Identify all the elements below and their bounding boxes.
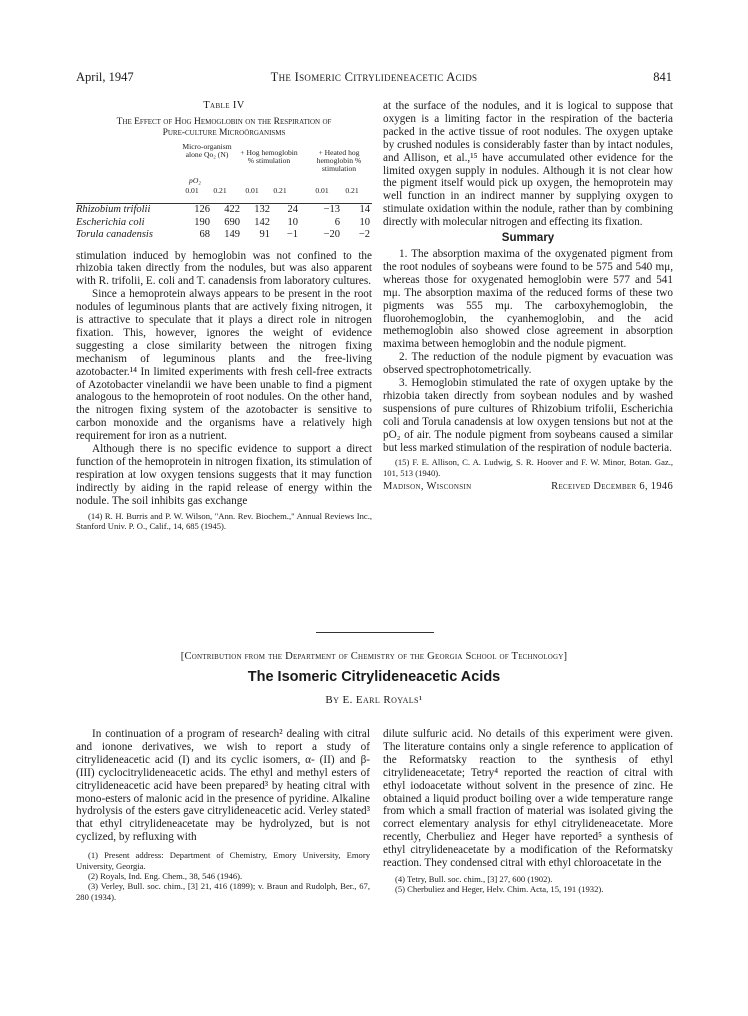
table-cell: −13 [323, 204, 340, 215]
footnote-5: (5) Cherbuliez and Heger, Helv. Chim. Acta, 15, 191 (1932). [395, 884, 604, 895]
table-sub: 0.01 [245, 186, 259, 195]
table-cell: 132 [254, 204, 270, 215]
table-cell: 6 [334, 216, 340, 228]
table-cell: 91 [259, 229, 270, 240]
footnotes [76, 511, 372, 532]
table-title [76, 117, 372, 139]
table-cell: 190 [194, 216, 210, 228]
footnote-15: (15) F. E. Allison, C. A. Ludwig, S. R. Hoover and F. W. Minor, Botan. Gaz., 101, 513 (1940). [383, 457, 673, 478]
footnote-1: (1) Present address: Department of Chemistry, Emory University, Emory University, Georgia. [76, 850, 370, 871]
table-cell: −1 [286, 229, 298, 240]
section-divider [316, 632, 434, 633]
table-sub: 0.21 [273, 186, 287, 195]
contribution-line: [Contribution from the Department of Chemistry of the Georgia School of Technology] [180, 651, 568, 662]
left-column-top [76, 100, 372, 531]
table-cell: 142 [254, 216, 270, 228]
table-column-headers [76, 141, 372, 203]
institution-location: Madison, Wisconsin [383, 481, 472, 493]
footnotes [383, 874, 673, 895]
paragraph: dilute sulfuric acid. No details of this experiment were given. The literature contains only a single reference to application of the Reformatsky reaction to the synthesis of ethyl citrylideneacetate; Tetry⁴ reported the reaction of citral with ethyl iodoacetate without solvent in the presence of zinc. He obtained a liquid product boiling over a wide temperature range from which a small fraction of material was isolated giving the correct elementary analysis for ethyl citrylideneacetate. More recently, Cherbuliez and Heger have reported⁵ a synthesis of ethyl citrylideneacetate by a modification of the Reformatsky reaction. They condensed citral with ethyl chloroacetate in the [383, 728, 673, 870]
summary-item-2: 2. The reduction of the nodule pigment by evacuation was observed spectrophotometrically. [383, 351, 673, 377]
table-row [76, 217, 372, 230]
footnote-4: (4) Tetry, Bull. soc. chim., [3] 27, 600 (1902). [395, 873, 553, 884]
table-title-line-2: Pure-culture Microörganisms [162, 128, 286, 138]
table-cell-organism: Escherichia coli [76, 216, 145, 228]
running-header [76, 70, 672, 86]
table-cell-organism: Torula canadensis [76, 229, 153, 240]
table-sub: 0.01 [315, 186, 329, 195]
header-date: April, 1947 [76, 70, 134, 84]
paragraph: Although there is no specific evidence to support a direct function of the hemoprotein in nitrogen fixation, its stimulation of respiration at low oxygen tensions suggests that it may function indirectly by aiding in the rapid release of energy within the nodule. The soil inhibits gas exchange [76, 443, 372, 507]
paragraph: at the surface of the nodules, and it is logical to suppose that oxygen is a limiting factor in the respiration of the bacteria packed in the active tissue of root nodules. The oxygen uptake by crushed nodules is considerably faster than by intact nodules, and Allison, et al.,¹⁵ have accumulated other evidence for the limited oxygen supply in nodules. Although it is not clear how the pigment itself would pick up oxygen, the hemoprotein may well function in an indirect manner by supplying oxygen to stimulate oxidation within the nodule, rather than by combining directly with molecular nitrogen and effecting its fixation. [383, 100, 673, 229]
table-cell-organism: Rhizobium trifolii [76, 204, 151, 215]
table-cell: −2 [358, 229, 370, 240]
table-row [76, 204, 372, 217]
summary-item-3: 3. Hemoglobin stimulated the rate of oxygen uptake by the rhizobia taken directly from soybean nodules and by washed suspensions of pure cultures of Rhizobium trifolii, Escherichia coli and Torula canadensis at low oxygen tensions but not at the pO₂ of air. The nodule pigment from soybeans caused a similar but less marked stimulation of the respiration of nodule bacteria. [383, 377, 673, 454]
paragraph: stimulation induced by hemoglobin was not confined to the rhizobia taken directly from the nodules, but was also apparent with R. trifolii, E. coli and T. canadensis from laboratory cultures. [76, 249, 372, 288]
paragraph: Since a hemoprotein always appears to be present in the root nodules of leguminous plants that are actively fixing nitrogen, it is attractive to speculate that it plays a direct role in nitrogen fixation. This, however, ignores the weight of evidence suggesting a close similarity between the nitrogen fixing mechanism of leguminous plants and the free-living azotobacter.¹⁴ In limited experiments with fresh cell-free extracts of Azotobacter vinelandii we have been unable to find a pigment analogous to the hemoprotein of root nodules. On the other hand, the nitrogen fixing system of the azotobacter is sensitive to carbon monoxide and the organisms have a relatively high requirement for iron as a nutrient. [76, 288, 372, 443]
table-cell: 14 [359, 204, 370, 215]
table-cell: 126 [194, 204, 210, 215]
paragraph: In continuation of a program of research² dealing with citral and ionone derivatives, we wish to report a study of citrylideneacetic acid (I) and its cyclic isomers, α- (II) and β- (III) cyclocitrylideneacetic acids. The ethyl and methyl esters of citrylideneacetic acid have been prepared³ by heating citral with mono-esters of malonic acid in the presence of pyridine. Alkaline hydrolysis of the esters gave citrylideneacetic acid. Verley stated³ that ethyl citrylideneacetate may be hydrolyzed, but is not cyclized, by refluxing with [76, 728, 370, 844]
footnotes [76, 850, 370, 902]
footnotes [383, 457, 673, 478]
table-cell: 690 [224, 216, 240, 228]
table-header-hog: + Hog hemoglobin % stimulation [240, 148, 298, 166]
table-title-line-1: The Effect of Hog Hemoglobin on the Respiration of [116, 117, 332, 127]
footnote-3: (3) Verley, Bull. soc. chim., [3] 21, 416 (1899); v. Braun and Rudolph, Ber., 67, 280 (1934). [76, 881, 370, 902]
footnote-2: (2) Royals, Ind. Eng. Chem., 38, 546 (1946). [88, 870, 243, 881]
table-header-po2: pO₂ [189, 176, 201, 185]
table-cell: 10 [287, 216, 298, 228]
right-column-top [383, 100, 673, 494]
table-cell: 24 [287, 204, 298, 215]
author-byline: By E. Earl Royals¹ [325, 694, 423, 706]
page-number: 841 [653, 70, 672, 84]
respiration-table [76, 203, 372, 242]
table-row [76, 229, 372, 242]
header-title: The Isomeric Citrylideneacetic Acids [270, 70, 478, 84]
summary-heading: Summary [501, 232, 555, 245]
summary-item-1: 1. The absorption maxima of the oxygenated pigment from the root nodules of soybeans were found to be 575 and 540 mμ, whereas those for oxygenated hemoglobin were 577 and 541 mμ. The absorption maxima of the reduced forms of these two pigments was 555 mμ. The carboxyhemoglobin, the fluorohemoglobin, the cyanhemoglobin, and the acid methemoglobin also showed close agreement in absorption maxima between hemoglobin and the nodule pigment. [383, 247, 673, 351]
left-column-bottom [76, 728, 370, 902]
signature-line [383, 481, 673, 494]
table-sub: 0.01 [185, 186, 199, 195]
table-header-alone: Micro-organism alone Qo₂ (N) [182, 142, 232, 160]
table-sub: 0.21 [345, 186, 359, 195]
article-title: The Isomeric Citrylideneacetic Acids [247, 669, 501, 685]
table-cell: 68 [199, 229, 210, 240]
footnote-14: (14) R. H. Burris and P. W. Wilson, "Ann. Rev. Biochem.," Annual Reviews Inc., Stanford Univ. P. O., Calif., 14, 685 (1945). [76, 510, 372, 532]
table-cell: −20 [323, 229, 340, 240]
table-cell: 149 [224, 229, 240, 240]
table-cell: 422 [224, 204, 240, 215]
table-sub: 0.21 [213, 186, 227, 195]
table-cell: 10 [359, 216, 370, 228]
received-date: Received December 6, 1946 [551, 481, 673, 493]
table-header-heated: + Heated hog hemoglobin % stimulation [316, 148, 362, 174]
right-column-bottom [383, 728, 673, 895]
table-caption: Table IV [203, 100, 245, 111]
